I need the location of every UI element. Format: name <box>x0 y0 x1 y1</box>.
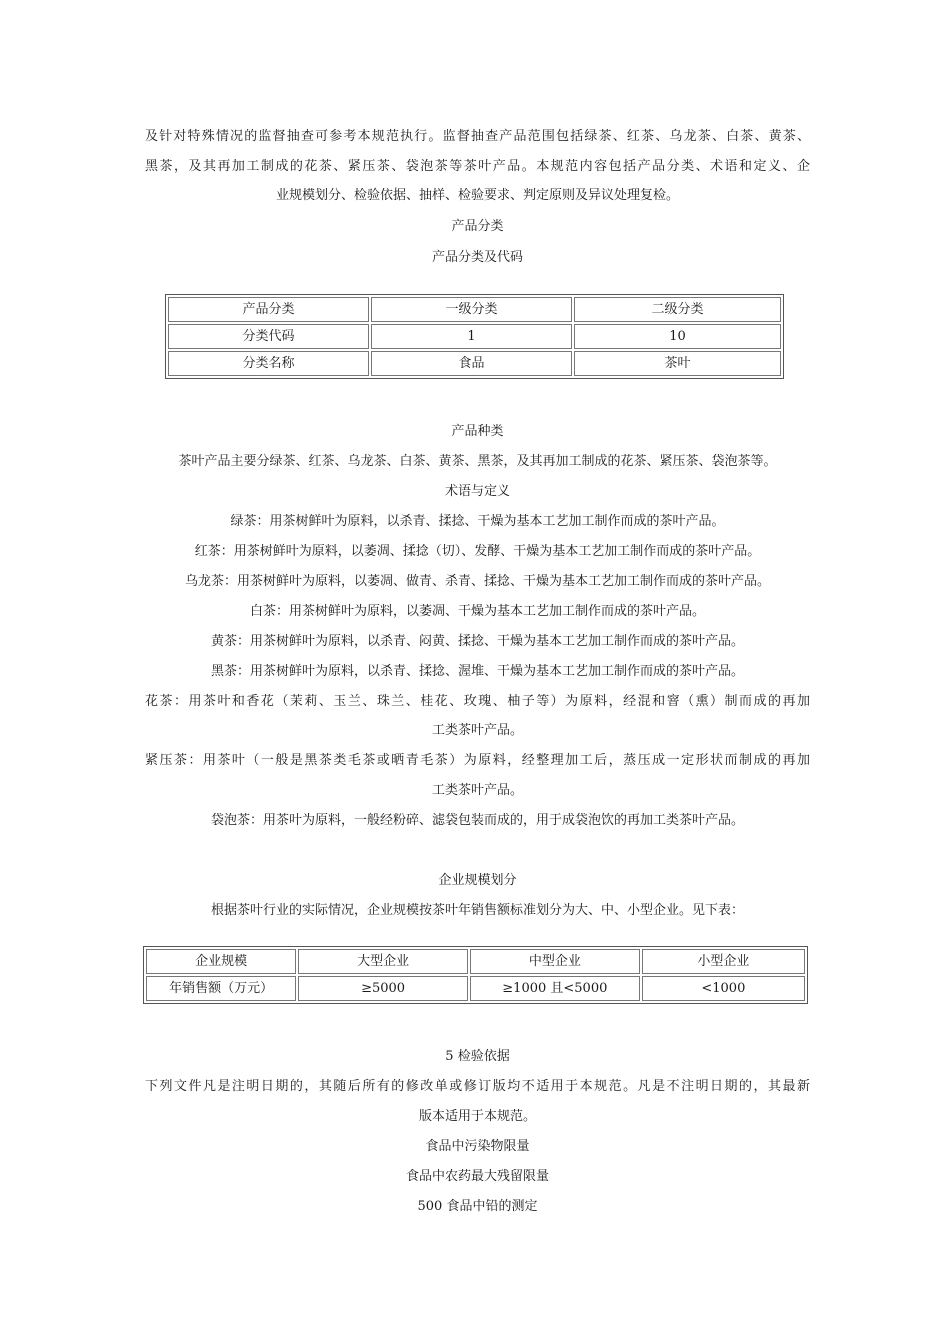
term-black-tea: 红茶：用茶树鲜叶为原料，以萎凋、揉捻（切）、发酵、干燥为基本工艺加工制作而成的茶叶产品。 <box>194 544 761 559</box>
table-cell: 10 <box>574 324 781 349</box>
table-cell: ≥1000 且<5000 <box>470 976 640 1001</box>
scale-text: 根据茶叶行业的实际情况，企业规模按茶叶年销售额标准划分为大、中、小型企业。见下表： <box>210 903 744 918</box>
table-cell: <1000 <box>642 976 805 1001</box>
term-oolong-tea: 乌龙茶：用茶树鲜叶为原料，以萎凋、做青、杀青、揉捻、干燥为基本工艺加工制作而成的茶叶产品。 <box>184 574 770 589</box>
term-compressed-tea-line-2: 工类茶叶产品。 <box>431 783 523 798</box>
classification-heading: 产品分类 <box>451 219 504 234</box>
table-header-cell: 大型企业 <box>298 949 468 974</box>
table-cell: 年销售额（万元） <box>146 976 296 1001</box>
table-cell: 茶叶 <box>574 351 781 376</box>
basis-item-pesticides: 食品中农药最大残留限量 <box>405 1169 549 1184</box>
classification-table <box>165 294 784 379</box>
table-header-cell: 二级分类 <box>574 297 781 322</box>
table-cell: 食品 <box>371 351 572 376</box>
scale-table <box>143 946 808 1004</box>
term-scented-tea-line-2: 工类茶叶产品。 <box>431 723 523 738</box>
basis-item-lead: 500 食品中铅的测定 <box>417 1199 538 1214</box>
terms-heading: 术语与定义 <box>444 484 510 499</box>
basis-text-line-2: 版本适用于本规范。 <box>418 1109 536 1124</box>
table-cell: 分类名称 <box>168 351 369 376</box>
table-header-cell: 小型企业 <box>642 949 805 974</box>
table-row <box>168 297 781 322</box>
basis-text-line-1: 下列文件凡是注明日期的，其随后所有的修改单或修订版均不适用于本规范。凡是不注明日期的，其最新 <box>145 1079 810 1094</box>
intro-line-2: 黑茶，及其再加工制成的花茶、紧压茶、袋泡茶等茶叶产品。本规范内容包括产品分类、术语和定义、企 <box>145 159 810 174</box>
table-cell: 分类代码 <box>168 324 369 349</box>
term-bagged-tea: 袋泡茶：用茶叶为原料，一般经粉碎、滤袋包装而成的，用于成袋泡饮的再加工类茶叶产品。 <box>210 813 744 828</box>
table-cell: 1 <box>371 324 572 349</box>
term-green-tea: 绿茶：用茶树鲜叶为原料，以杀青、揉捻、干燥为基本工艺加工制作而成的茶叶产品。 <box>230 514 725 529</box>
table-header-cell: 产品分类 <box>168 297 369 322</box>
types-heading: 产品种类 <box>451 424 504 439</box>
table-row <box>146 949 805 974</box>
term-yellow-tea: 黄茶：用茶树鲜叶为原料，以杀青、闷黄、揉捻、干燥为基本工艺加工制作而成的茶叶产品。 <box>210 634 744 649</box>
term-compressed-tea-line-1: 紧压茶：用茶叶（一般是黑茶类毛茶或晒青毛茶）为原料，经整理加工后，蒸压成一定形状而制成的再加 <box>145 753 810 768</box>
table-header-cell: 一级分类 <box>371 297 572 322</box>
term-scented-tea-line-1: 花茶：用茶叶和香花（茉莉、玉兰、珠兰、桂花、玫瑰、柚子等）为原料，经混和窨（熏）制而成的再加 <box>145 694 810 709</box>
intro-line-3: 业规模划分、检验依据、抽样、检验要求、判定原则及异议处理复检。 <box>275 188 679 203</box>
term-white-tea: 白茶：用茶树鲜叶为原料，以萎凋、干燥为基本工艺加工制作而成的茶叶产品。 <box>249 604 705 619</box>
scale-heading: 企业规模划分 <box>438 873 517 888</box>
table-header-cell: 企业规模 <box>146 949 296 974</box>
intro-line-1: 及针对特殊情况的监督抽查可参考本规范执行。监督抽查产品范围包括绿茶、红茶、乌龙茶、白茶、黄茶、 <box>145 129 810 144</box>
table-row <box>146 976 805 1001</box>
table-cell: ≥5000 <box>298 976 468 1001</box>
basis-item-contaminants: 食品中污染物限量 <box>425 1139 530 1154</box>
table-row <box>168 324 781 349</box>
table-row <box>168 351 781 376</box>
types-text: 茶叶产品主要分绿茶、红茶、乌龙茶、白茶、黄茶、黑茶，及其再加工制成的花茶、紧压茶、袋泡茶等。 <box>178 454 777 469</box>
basis-heading: 5 检验依据 <box>445 1049 510 1064</box>
table-header-cell: 中型企业 <box>470 949 640 974</box>
term-dark-tea: 黑茶：用茶树鲜叶为原料，以杀青、揉捻、渥堆、干燥为基本工艺加工制作而成的茶叶产品。 <box>210 664 744 679</box>
classification-subheading: 产品分类及代码 <box>431 250 523 265</box>
